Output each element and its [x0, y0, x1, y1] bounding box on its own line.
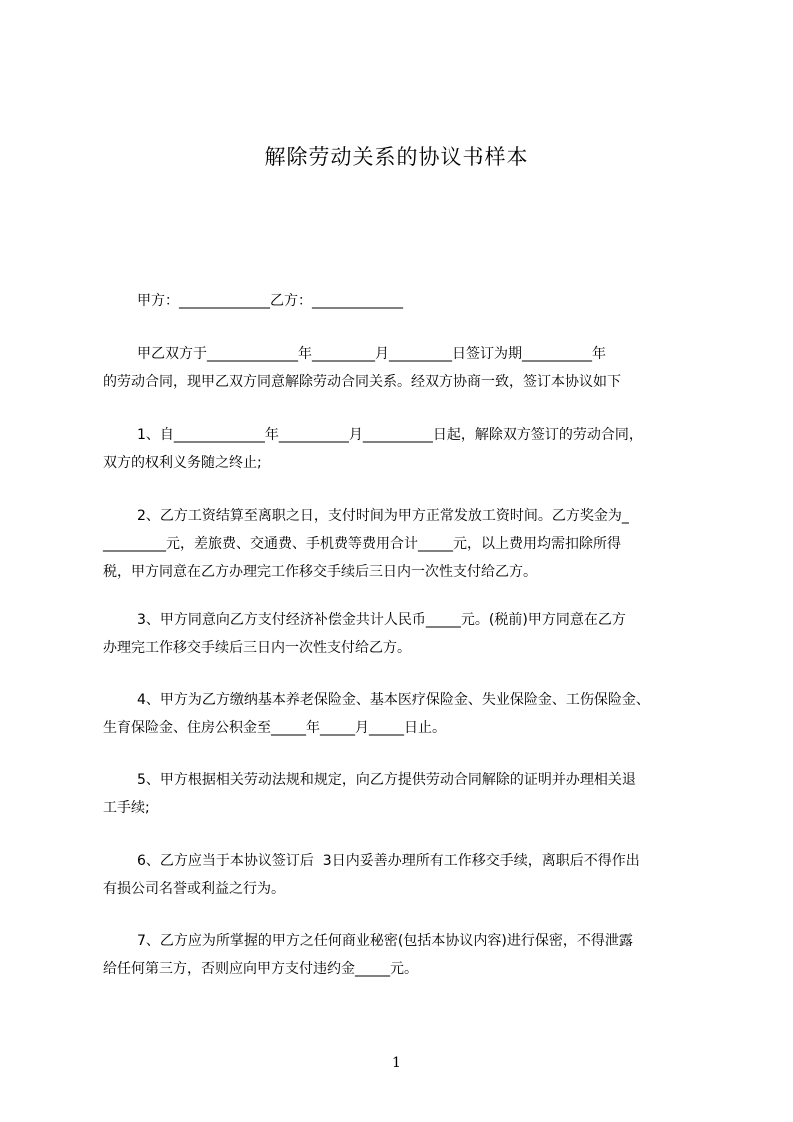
- clause-2-line-1: 2、乙方工资结算至离职之日，支付时间为甲方正常发放工资时间。乙方奖金为_: [137, 508, 629, 524]
- intro-line-1: 甲乙双方于_____________年_________月_________日签订为期__________年: [137, 346, 606, 362]
- parties-line: 甲方：_____________乙方：_____________: [137, 293, 403, 309]
- page-number: 1: [392, 1055, 401, 1071]
- clause-3-line-2: 办理完工作移交手续后三日内一次性支付给乙方。: [103, 640, 411, 656]
- clause-4-line-1: 4、甲方为乙方缴纳基本养老保险金、基本医疗保险金、失业保险金、工伤保险金、: [137, 692, 650, 708]
- clause-1-line-1: 1、自_____________年__________月__________日起，解除双方签订的劳动合同，: [137, 427, 643, 443]
- document-title: 解除劳动关系的协议书样本: [264, 145, 529, 169]
- clause-3-line-1: 3、甲方同意向乙方支付经济补偿金共计人民币_____元。(税前)甲方同意在乙方: [137, 612, 626, 628]
- clause-2-line-2: _________元，差旅费、交通费、手机费等费用合计_____元，以上费用均需扣除所得: [103, 536, 621, 552]
- clause-5-line-2: 工手续;: [103, 800, 150, 816]
- clause-7-line-1: 7、乙方应为所掌握的甲方之任何商业秘密(包括本协议内容)进行保密，不得泄露: [137, 933, 633, 949]
- clause-2-line-3: 税，甲方同意在乙方办理完工作移交手续后三日内一次性支付给乙方。: [103, 564, 537, 580]
- clause-7-line-2: 给任何第三方，否则应向甲方支付违约金_____元。: [103, 961, 418, 977]
- clause-5-line-1: 5、甲方根据相关劳动法规和规定，向乙方提供劳动合同解除的证明并办理相关退: [137, 772, 636, 788]
- clause-6-line-2: 有损公司名誉或利益之行为。: [103, 881, 285, 897]
- clause-1-line-2: 双方的权利义务随之终止;: [103, 455, 262, 471]
- clause-6-line-1: 6、乙方应当于本协议签订后 3日内妥善办理所有工作移交手续，离职后不得作出: [137, 853, 640, 869]
- intro-line-2: 的劳动合同，现甲乙双方同意解除劳动合同关系。经双方协商一致，签订本协议如下: [103, 374, 621, 390]
- clause-4-line-2: 生育保险金、住房公积金至_____年_____月_____日止。: [103, 720, 446, 736]
